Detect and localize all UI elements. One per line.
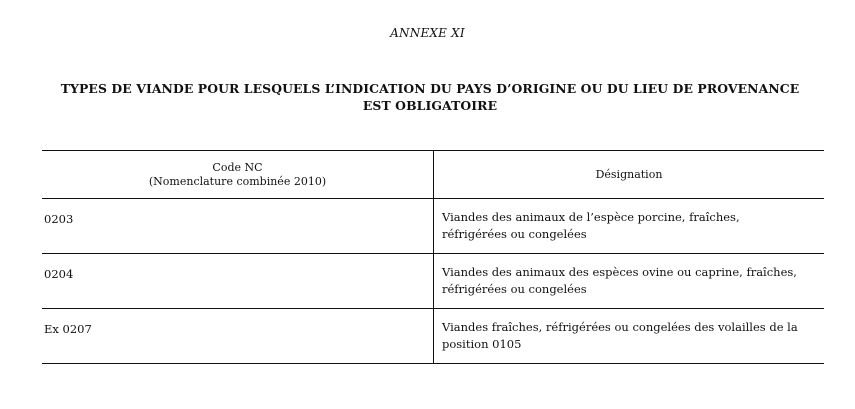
row-code: 0203 bbox=[42, 199, 434, 254]
header-code-nc bbox=[42, 151, 434, 199]
designation-line-1: Viandes des animaux des espèces ovine ou caprine, fraîches, bbox=[442, 265, 797, 279]
table-header-row bbox=[42, 151, 824, 199]
title-line-1: TYPES DE VIANDE POUR LESQUELS L’INDICATION DU PAYS D’ORIGINE OU DU LIEU DE PROVENANCE bbox=[60, 81, 800, 96]
table-row bbox=[42, 199, 824, 254]
table-row bbox=[42, 254, 824, 309]
row-code: 0204 bbox=[42, 254, 434, 309]
row-designation bbox=[434, 309, 825, 364]
header-code-label: Code NC bbox=[212, 160, 263, 174]
row-code: Ex 0207 bbox=[42, 309, 434, 364]
designation-line-1: Viandes fraîches, réfrigérées ou congelées des volailles de la bbox=[442, 320, 798, 334]
row-designation bbox=[434, 199, 825, 254]
designation-line-2: réfrigérées ou congelées bbox=[442, 227, 587, 241]
row-designation bbox=[434, 254, 825, 309]
designation-line-2: position 0105 bbox=[442, 337, 522, 351]
designation-line-1: Viandes des animaux de l’espèce porcine, fraîches, bbox=[442, 210, 740, 224]
meat-types-table bbox=[42, 150, 824, 364]
header-designation: Désignation bbox=[434, 151, 825, 199]
title-line-2: EST OBLIGATOIRE bbox=[362, 98, 498, 113]
table-row bbox=[42, 309, 824, 364]
header-code-sublabel: (Nomenclature combinée 2010) bbox=[148, 174, 327, 188]
document-title bbox=[40, 80, 820, 114]
designation-line-2: réfrigérées ou congelées bbox=[442, 282, 587, 296]
annex-label: ANNEXE XI bbox=[390, 26, 465, 40]
